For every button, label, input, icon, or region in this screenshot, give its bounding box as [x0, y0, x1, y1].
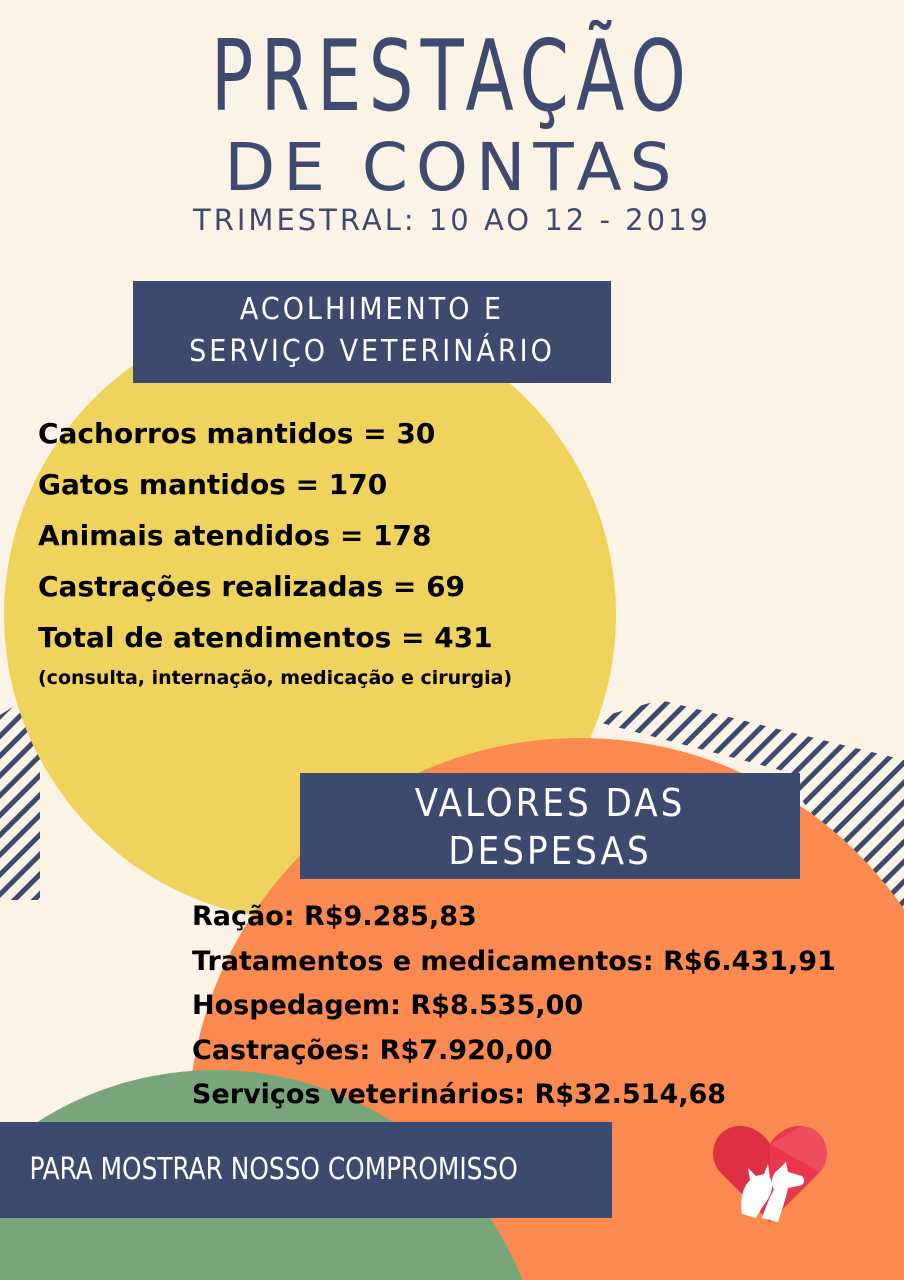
- period-label: TRIMESTRAL: 10 AO 12 - 2019: [193, 203, 711, 237]
- expense-vet-services: Serviços veterinários: R$32.514,68: [192, 1079, 727, 1110]
- stat-note: (consulta, internação, medicação e cirurgia): [38, 667, 513, 689]
- expenses-heading-line1: VALORES DAS: [414, 781, 686, 825]
- commitment-banner: [0, 1122, 612, 1218]
- stat-total-services: Total de atendimentos = 431: [38, 621, 493, 654]
- expenses-heading-line2: DESPESAS: [448, 829, 652, 873]
- expense-treatments: Tratamentos e medicamentos: R$6.431,91: [192, 945, 836, 977]
- expenses-list: [192, 895, 836, 1118]
- page-subtitle: DE CONTAS: [224, 129, 680, 206]
- care-stats-list: [38, 408, 512, 693]
- stat-castrations: Castrações realizadas = 69: [38, 570, 466, 603]
- care-heading-line2: SERVIÇO VETERINÁRIO: [189, 334, 555, 369]
- stat-dogs: Cachorros mantidos = 30: [38, 417, 436, 450]
- expense-lodging: Hospedagem: R$8.535,00: [192, 990, 584, 1021]
- expense-food: Ração: R$9.285,83: [192, 901, 477, 932]
- page-title: PRESTAÇÃO: [210, 20, 694, 134]
- stat-cats: Gatos mantidos = 170: [38, 468, 388, 501]
- care-heading-line1: ACOLHIMENTO E: [239, 292, 505, 327]
- care-section-heading: [133, 281, 611, 383]
- stat-animals-served: Animais atendidos = 178: [38, 519, 432, 552]
- commitment-banner-text: PARA MOSTRAR NOSSO COMPROMISSO: [29, 1152, 518, 1187]
- expense-castrations: Castrações: R$7.920,00: [192, 1034, 553, 1066]
- expenses-section-heading: [300, 773, 800, 879]
- heart-with-dog-and-cat-icon: [712, 1122, 828, 1226]
